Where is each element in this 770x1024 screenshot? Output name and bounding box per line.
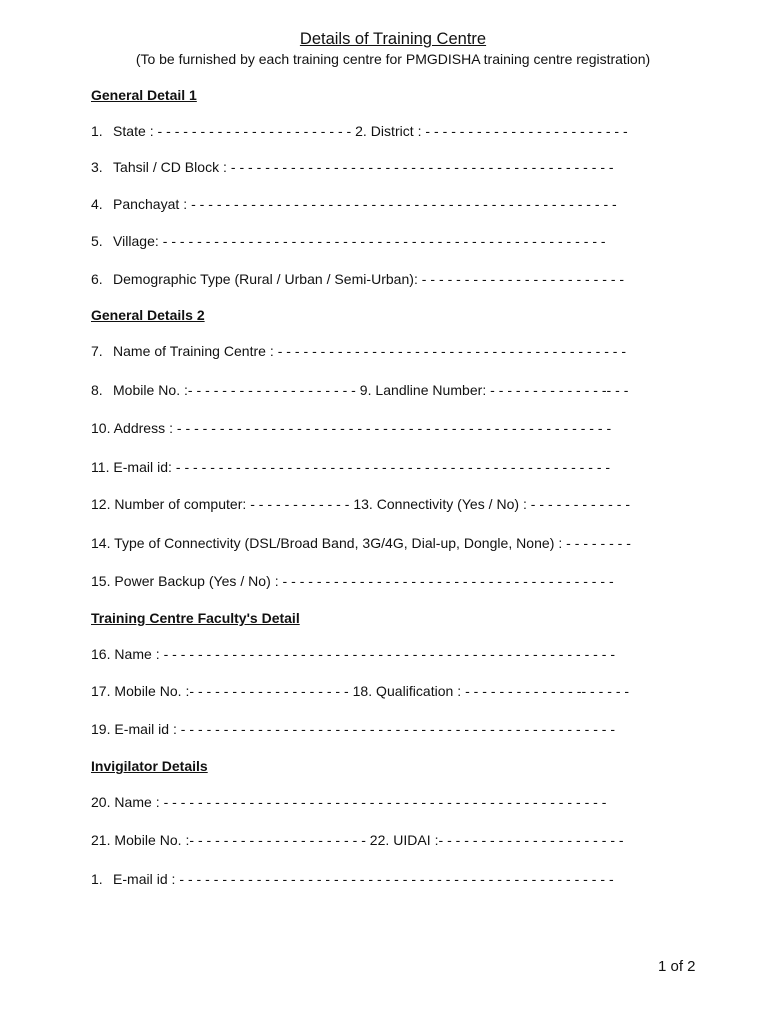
field-text: Mobile No. :- - - - - - - - - - - - - - - - - - - - 9. Landline Number: - - - - - - - - - - - - - -- - - xyxy=(113,382,629,398)
field-mobile-landline xyxy=(91,382,628,398)
field-number: 6. xyxy=(91,271,103,287)
field-text: Panchayat : - - - - - - - - - - - - - - - - - - - - - - - - - - - - - - - - - - - - - - - - - - - - - - - - - - xyxy=(113,196,617,212)
field-text: E-mail id : - - - - - - - - - - - - - - - - - - - - - - - - - - - - - - - - - - - - - - - - - - - - - - - - - - - xyxy=(113,871,614,887)
field-text: Demographic Type (Rural / Urban / Semi-Urban): - - - - - - - - - - - - - - - - - - - - - - - - xyxy=(113,271,625,287)
field-faculty-email: 19. E-mail id : - - - - - - - - - - - - - - - - - - - - - - - - - - - - - - - - - - - - - - - - - - - - - - - - - - - xyxy=(91,721,616,737)
page-number: 1 of 2 xyxy=(658,958,696,975)
field-demographic-type xyxy=(91,271,624,287)
field-number: 5. xyxy=(91,233,103,249)
section-faculty-detail: Training Centre Faculty's Detail xyxy=(91,610,300,626)
field-address: 10. Address : - - - - - - - - - - - - - - - - - - - - - - - - - - - - - - - - - - - - - - - - - - - - - - - - - - - xyxy=(91,420,612,436)
section-general-detail-1: General Detail 1 xyxy=(91,87,197,103)
field-faculty-mobile-qualification: 17. Mobile No. :- - - - - - - - - - - - - - - - - - - 18. Qualification : - - - - - - - - - - - - - -- - - - - - xyxy=(91,683,630,699)
field-power-backup: 15. Power Backup (Yes / No) : - - - - - - - - - - - - - - - - - - - - - - - - - - - - - - - - - - - - - - - xyxy=(91,573,614,589)
field-state-district xyxy=(91,123,628,139)
section-general-details-2: General Details 2 xyxy=(91,307,205,323)
field-text: Village: - - - - - - - - - - - - - - - - - - - - - - - - - - - - - - - - - - - - - - - - - - - - - - - - - - - - xyxy=(113,233,606,249)
section-invigilator-details: Invigilator Details xyxy=(91,758,208,774)
field-computers-connectivity: 12. Number of computer: - - - - - - - - - - - - 13. Connectivity (Yes / No) : - - - - - - - - - - - - xyxy=(91,496,631,512)
field-invigilator-email xyxy=(91,871,614,887)
field-email: 11. E-mail id: - - - - - - - - - - - - - - - - - - - - - - - - - - - - - - - - - - - - - - - - - - - - - - - - - - - xyxy=(91,459,611,475)
field-tahsil xyxy=(91,159,614,175)
field-text: State : - - - - - - - - - - - - - - - - - - - - - - - 2. District : - - - - - - - - - - - - - - - - - - - - - - - - xyxy=(113,123,628,139)
field-number: 8. xyxy=(91,382,103,398)
document-subtitle: (To be furnished by each training centre for PMGDISHA training centre registration) xyxy=(135,51,651,67)
field-text: Tahsil / CD Block : - - - - - - - - - - - - - - - - - - - - - - - - - - - - - - - - - - - - - - - - - - - - - xyxy=(113,159,614,175)
field-number: 1. xyxy=(91,871,103,887)
field-training-centre-name xyxy=(91,343,626,359)
document-title: Details of Training Centre xyxy=(299,30,487,48)
field-village xyxy=(91,233,606,249)
field-number: 7. xyxy=(91,343,103,359)
field-faculty-name: 16. Name : - - - - - - - - - - - - - - - - - - - - - - - - - - - - - - - - - - - - - - - - - - - - - - - - - - - - - xyxy=(91,646,616,662)
field-invigilator-mobile-uidai: 21. Mobile No. :- - - - - - - - - - - - - - - - - - - - - 22. UIDAI :- - - - - - - - - - - - - - - - - - - - - - xyxy=(91,832,624,848)
field-connectivity-type: 14. Type of Connectivity (DSL/Broad Band, 3G/4G, Dial-up, Dongle, None) : - - - - - - - - xyxy=(91,535,631,551)
field-panchayat xyxy=(91,196,617,212)
field-text: Name of Training Centre : - - - - - - - - - - - - - - - - - - - - - - - - - - - - - - - - - - - - - - - - - xyxy=(113,343,627,359)
field-number: 4. xyxy=(91,196,103,212)
field-number: 3. xyxy=(91,159,103,175)
field-number: 1. xyxy=(91,123,103,139)
field-invigilator-name: 20. Name : - - - - - - - - - - - - - - - - - - - - - - - - - - - - - - - - - - - - - - - - - - - - - - - - - - - - xyxy=(91,794,607,810)
